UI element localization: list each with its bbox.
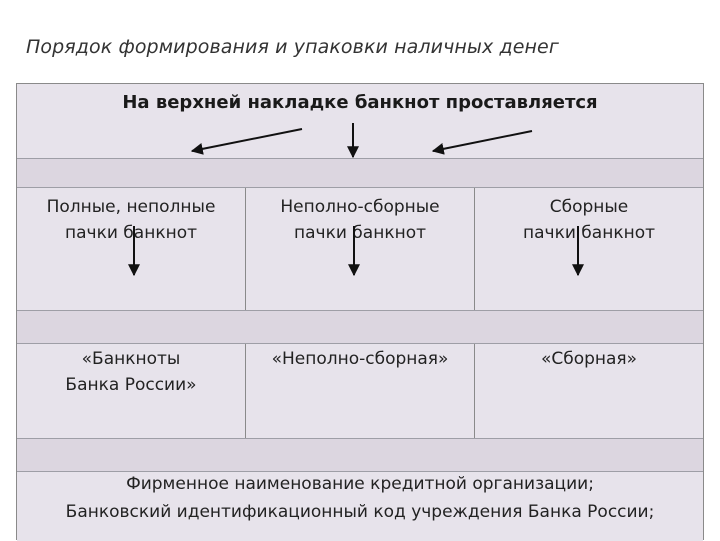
stamp-partial-mixed bbox=[246, 344, 475, 438]
pack-type-mixed bbox=[475, 188, 703, 310]
scheme-table bbox=[16, 83, 704, 540]
stamp-partial-mixed-line1: «Неполно-сборная» bbox=[271, 349, 449, 369]
pack-type-mixed-line1: Сборные bbox=[549, 197, 629, 217]
header-row bbox=[17, 84, 703, 158]
pack-type-full bbox=[17, 188, 246, 310]
footer-row bbox=[17, 472, 703, 541]
pack-type-full-line1: Полные, неполные bbox=[46, 197, 216, 217]
pack-types-row bbox=[17, 188, 703, 310]
stamp-bank-of-russia-line1: «Банкноты bbox=[81, 349, 181, 369]
separator-band-2 bbox=[17, 310, 703, 344]
header-text: На верхней накладке банкнот проставляется bbox=[122, 92, 598, 113]
stamp-mixed-line1: «Сборная» bbox=[540, 349, 638, 369]
footer-line2: Банковский идентификационный код учреждения Банка России; bbox=[65, 502, 655, 522]
pack-type-full-line2: пачки банкнот bbox=[65, 223, 197, 243]
footer-text bbox=[17, 470, 703, 526]
stamp-mixed bbox=[475, 344, 703, 438]
pack-type-partial-mixed bbox=[246, 188, 475, 310]
pack-type-partial-mixed-line1: Неполно-сборные bbox=[280, 197, 440, 217]
separator-band-1 bbox=[17, 158, 703, 188]
slide-title: Порядок формирования и упаковки наличных денег bbox=[26, 36, 559, 58]
stamp-bank-of-russia-line2: Банка России» bbox=[65, 375, 197, 395]
pack-type-mixed-line2: пачки банкнот bbox=[523, 223, 655, 243]
stamps-row bbox=[17, 344, 703, 438]
pack-type-partial-mixed-line2: пачки банкнот bbox=[294, 223, 426, 243]
stamp-bank-of-russia bbox=[17, 344, 246, 438]
footer-line1: Фирменное наименование кредитной организации; bbox=[126, 474, 594, 494]
separator-band-3 bbox=[17, 438, 703, 472]
